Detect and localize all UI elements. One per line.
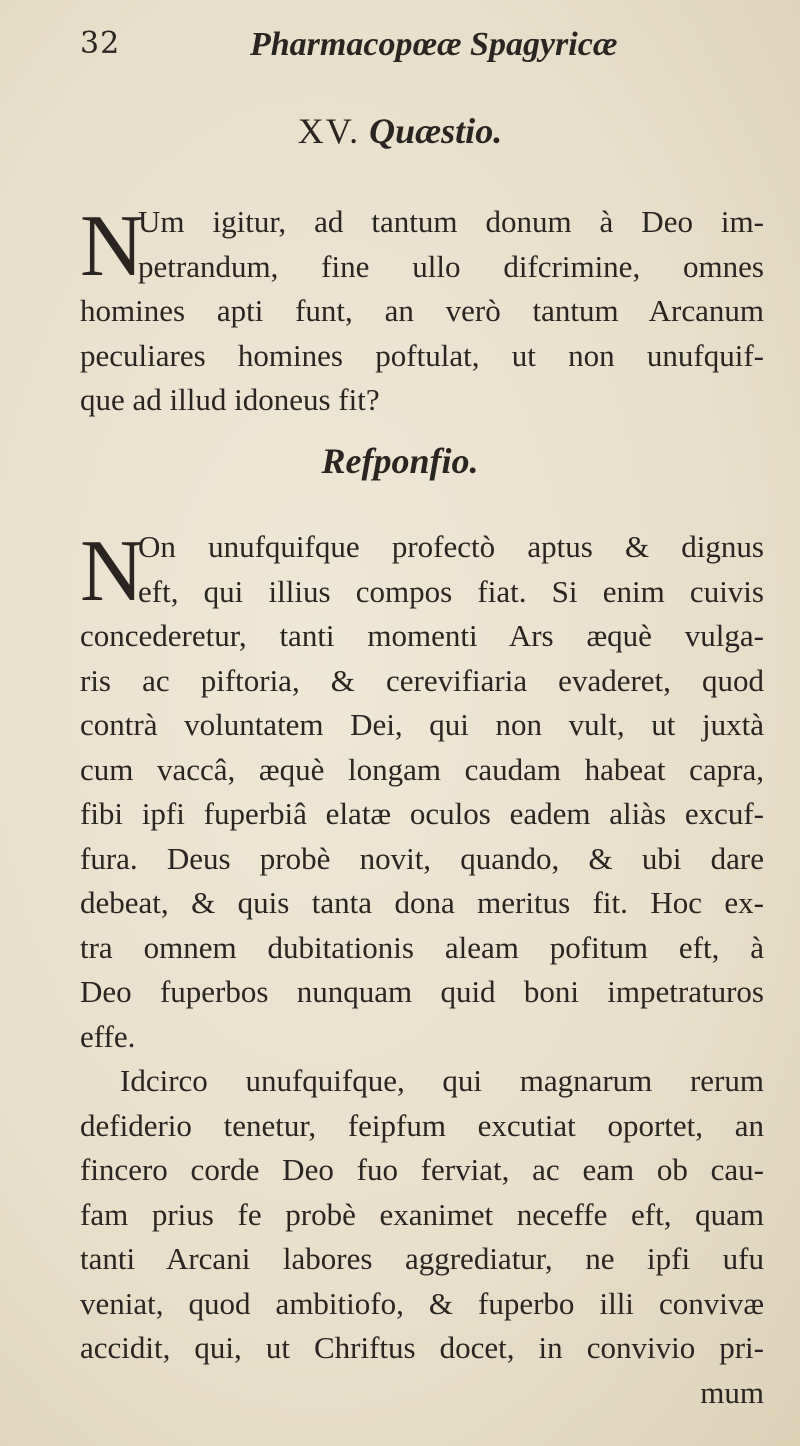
question-dropcap-block <box>80 198 764 295</box>
text-line: debeat, & quis tanta dona meritus fit. Hoc ex- <box>80 885 764 920</box>
text-line: fibi ipfi fuperbiâ elatæ oculos eadem aliàs excuf- <box>80 796 764 831</box>
response-heading: Refponfio. <box>321 441 479 481</box>
section-heading <box>0 110 800 152</box>
response-dropcap-block <box>80 523 764 620</box>
text-line: Idcirco unufquifque, qui magnarum rerum <box>120 1063 764 1098</box>
page-number: 32 <box>80 26 121 61</box>
text-line: defiderio tenetur, feipfum excutiat oportet, an <box>80 1107 764 1143</box>
text-line: cum vaccâ, æquè longam caudam habeat capra, <box>80 751 764 787</box>
text-line: effe. <box>80 1018 136 1054</box>
text-line: accidit, qui, ut Chriftus docet, in convivio pri- <box>80 1330 764 1365</box>
text-line: fura. Deus probè novit, quando, & ubi dare <box>80 840 764 876</box>
text-line: peculiares homines poftulat, ut non unufquif- <box>80 337 764 373</box>
text-line: On unufquifque profectò aptus & dignus <box>138 529 764 564</box>
page-header <box>80 20 740 70</box>
text-line: veniat, quod ambitiofo, & fuperbo illi convivæ <box>80 1285 764 1321</box>
section-label: Quæstio. <box>369 111 503 151</box>
section-number: XV. <box>297 111 361 151</box>
response-paragraph <box>80 525 764 1415</box>
catchword: mum <box>700 1374 764 1410</box>
text-line: Deo fuperbos nunquam quid boni impetraturos <box>80 974 764 1009</box>
text-line: tra omnem dubitationis aleam pofitum eft, à <box>80 929 764 965</box>
response-dropcap: N <box>80 523 144 620</box>
text-line: fam prius fe probè exanimet neceffe eft, quam <box>80 1196 764 1232</box>
text-line: ris ac piftoria, & cerevifiaria evaderet, quod <box>80 662 764 698</box>
text-line: contrà voluntatem Dei, qui non vult, ut juxtà <box>80 707 764 742</box>
text-line: Um igitur, ad tantum donum à Deo im- <box>138 204 764 239</box>
question-dropcap: N <box>80 198 144 295</box>
text-line: homines apti funt, an verò tantum Arcanum <box>80 293 764 328</box>
text-line: fincero corde Deo fuo ferviat, ac eam ob cau- <box>80 1152 764 1187</box>
text-line: que ad illud idoneus fit? <box>80 382 380 417</box>
running-title: Pharmacopœæ Spagyricæ <box>250 26 618 63</box>
question-paragraph <box>80 200 764 423</box>
text-line: eft, qui illius compos fiat. Si enim cuivis <box>138 573 764 609</box>
text-line: petrandum, fine ullo difcrimine, omnes <box>138 248 764 284</box>
text-line: concederetur, tanti momenti Ars æquè vulga- <box>80 618 764 653</box>
text-line: tanti Arcani labores aggrediatur, ne ipfi ufu <box>80 1241 764 1276</box>
